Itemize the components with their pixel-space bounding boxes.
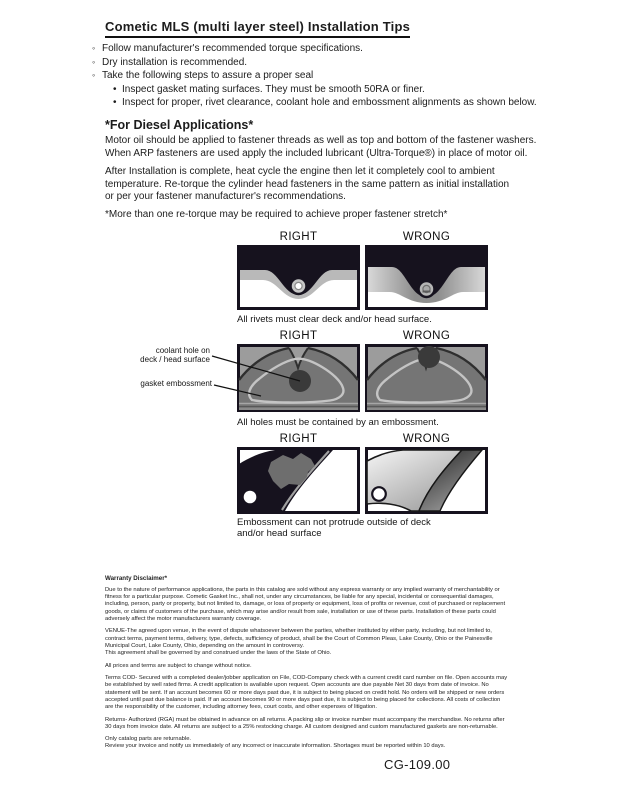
bullet-item: [92, 56, 537, 70]
bullet-item: [92, 96, 537, 110]
row1-wrong-label: WRONG: [402, 231, 451, 243]
text-line: Motor oil should be applied to fastener threads as well as top and bottom of the fastener washers.: [105, 135, 537, 146]
row3-caption: [237, 517, 431, 539]
warranty-paragraph: [105, 675, 535, 711]
bullet-text: Take the following steps to assure a proper seal: [102, 70, 314, 81]
text-line: be established by well rated firms. A credit application is available upon request. Open accounts are due payable Net 30 days from date of invoice. No: [105, 682, 489, 689]
rivet-clearance-wrong-diagram: [365, 245, 488, 310]
coolant-hole-label: [95, 346, 210, 364]
text-line: adversely affect the motor manufacturers warranty coverage.: [105, 615, 262, 622]
text-line: Municipal Court, Lake County, Ohio, depending on the amount in controversy.: [105, 642, 304, 649]
row3-wrong-label: WRONG: [402, 433, 451, 445]
bullet-marker-icon: ◦: [92, 70, 96, 80]
installation-tips-list: [92, 42, 537, 110]
text-line: This agreement shall be governed by and construed under the laws of the State of Ohio.: [105, 649, 332, 656]
diesel-paragraph-2: [105, 166, 509, 204]
row1-right-label: RIGHT: [279, 231, 318, 243]
bullet-item: [92, 69, 537, 83]
text-line: accepted until past due balance is paid. If an account becomes 90 or more days past due, it is subject to being placed for collections. All costs of collection: [105, 696, 501, 703]
warranty-paragraph: [105, 587, 535, 623]
warranty-paragraphs: [105, 587, 535, 750]
text-line: Only catalog parts are returnable.: [105, 736, 192, 743]
row2-caption: All holes must be contained by an embossment.: [237, 417, 439, 428]
embossment-containment-wrong-diagram: [365, 344, 488, 412]
diesel-paragraph-3: [105, 209, 447, 222]
text-line: After Installation is complete, heat cycle the engine then let it completely cool to ambient: [105, 166, 495, 177]
bullet-marker-icon: •: [113, 83, 117, 95]
protrusion-right-diagram: [237, 447, 360, 514]
warranty-disclaimer: [105, 575, 535, 756]
bullet-marker-icon: ◦: [92, 43, 96, 53]
page-number: CG-109.00: [384, 757, 451, 772]
rivet-clearance-right-diagram: [237, 245, 360, 310]
text-line: Terms COD- Secured with a completed dealer/jobber application on File, COD-Company check with a current credit card number on file. Open accounts may: [105, 675, 508, 682]
warranty-paragraph: [105, 628, 535, 657]
bullet-marker-icon: •: [113, 97, 117, 108]
protrusion-wrong-diagram: [365, 447, 488, 514]
text-line: Returns- Authorized (RGA) must be obtained in advance on all returns. A packing slip or invoice number must accompany the merchandise. No returns after: [105, 716, 505, 723]
bullet-text: Follow manufacturer's recommended torque specifications.: [102, 43, 363, 54]
bullet-text: Inspect for proper, rivet clearance, coolant hole and embossment alignments as shown below.: [122, 97, 537, 108]
bullet-item: [92, 83, 537, 97]
gasket-embossment-label: gasket embossment: [140, 379, 212, 388]
row1-caption: All rivets must clear deck and/or head surface.: [237, 314, 432, 325]
pointer-lines: [205, 344, 315, 402]
text-line: Due to the nature of performance applications, the parts in this catalog are sold without any express warranty or any implied warranty of merchantability or: [105, 587, 500, 594]
text-line: *More than one re-torque may be required to achieve proper fastener stretch*: [105, 209, 448, 220]
row3-right-label: RIGHT: [279, 433, 318, 445]
bolt-hole-icon: [244, 491, 257, 504]
warranty-heading: Warranty Disclaimer*: [105, 575, 168, 582]
text-line: including, person, party or property, but not limited to, damage, or loss of property or equipment, loss of profits or revenue, cost of purchased or replacement: [105, 601, 506, 608]
warranty-paragraph: [105, 717, 535, 731]
text-line: coolant hole on: [155, 346, 210, 355]
text-line: Embossment can not protrude outside of deck: [237, 517, 431, 528]
bullet-text: Inspect gasket mating surfaces. They must be smooth 50RA or finer.: [122, 83, 425, 95]
text-line: When ARP fasteners are used apply the included lubricant (Ultra-Torque®) in place of motor oil.: [105, 147, 528, 159]
bullet-text: Dry installation is recommended.: [102, 56, 248, 68]
warranty-paragraph: [105, 663, 535, 670]
text-line: or per your fastener manufacturer's recommendations.: [105, 191, 346, 203]
bullet-item: [92, 42, 537, 56]
row2-wrong-label: WRONG: [402, 330, 451, 342]
text-line: All prices and terms are subject to change without notice.: [105, 662, 252, 669]
bullet-marker-icon: ◦: [92, 56, 96, 67]
warranty-paragraph: [105, 736, 535, 750]
row2-right-label: RIGHT: [279, 330, 318, 342]
page-title: Cometic MLS (multi layer steel) Installation Tips: [105, 19, 410, 38]
text-line: and/or head surface: [237, 528, 322, 539]
text-line: VENUE-The agreed upon venue, in the event of dispute whatsoever between the parties, whether instituted by either party, including, but not limited to,: [105, 628, 492, 635]
text-line: 30 days from invoice date. All returns are subject to a 25% restocking charge. All custom designed and custom manufactured gaskets are non-returnable.: [105, 723, 498, 730]
text-line: statement will be sent. If an account becomes 60 or more days past due, it is subject to being placed on credit hold. No orders will be shipped or new orders: [105, 689, 505, 696]
text-line: contract terms, payment terms, delivery, type, defects, sufficiency of product, shall be the Court of Common Pleas, Lake County, Ohio or the Painesville: [105, 635, 493, 642]
text-line: goods, or claims of customers of the purchase, which may arise and/or result from sale, installation or use of these parts. Installation of these parts could: [105, 608, 496, 615]
text-line: fitness for a particular purpose. Cometic Gasket Inc., shall not, under any circumstances, be liable for any special, incidental or consequential damages,: [105, 594, 494, 601]
text-line: temperature. Re-torque the cylinder head fasteners in the same pattern as initial installation: [105, 178, 510, 190]
text-line: are the responsibility of the customer, including attorney fees, court costs, and other expenses of litigation.: [105, 703, 377, 710]
diesel-heading: *For Diesel Applications*: [105, 118, 254, 132]
text-line: Review your invoice and notify us immediately of any incorrect or inaccurate information. Shortages must be reported within 10 days.: [105, 743, 446, 750]
bolt-hole-icon: [372, 487, 386, 501]
diesel-paragraph-1: [105, 135, 536, 160]
text-line: deck / head surface: [140, 355, 210, 365]
uncontained-coolant-hole-icon: [418, 346, 440, 368]
